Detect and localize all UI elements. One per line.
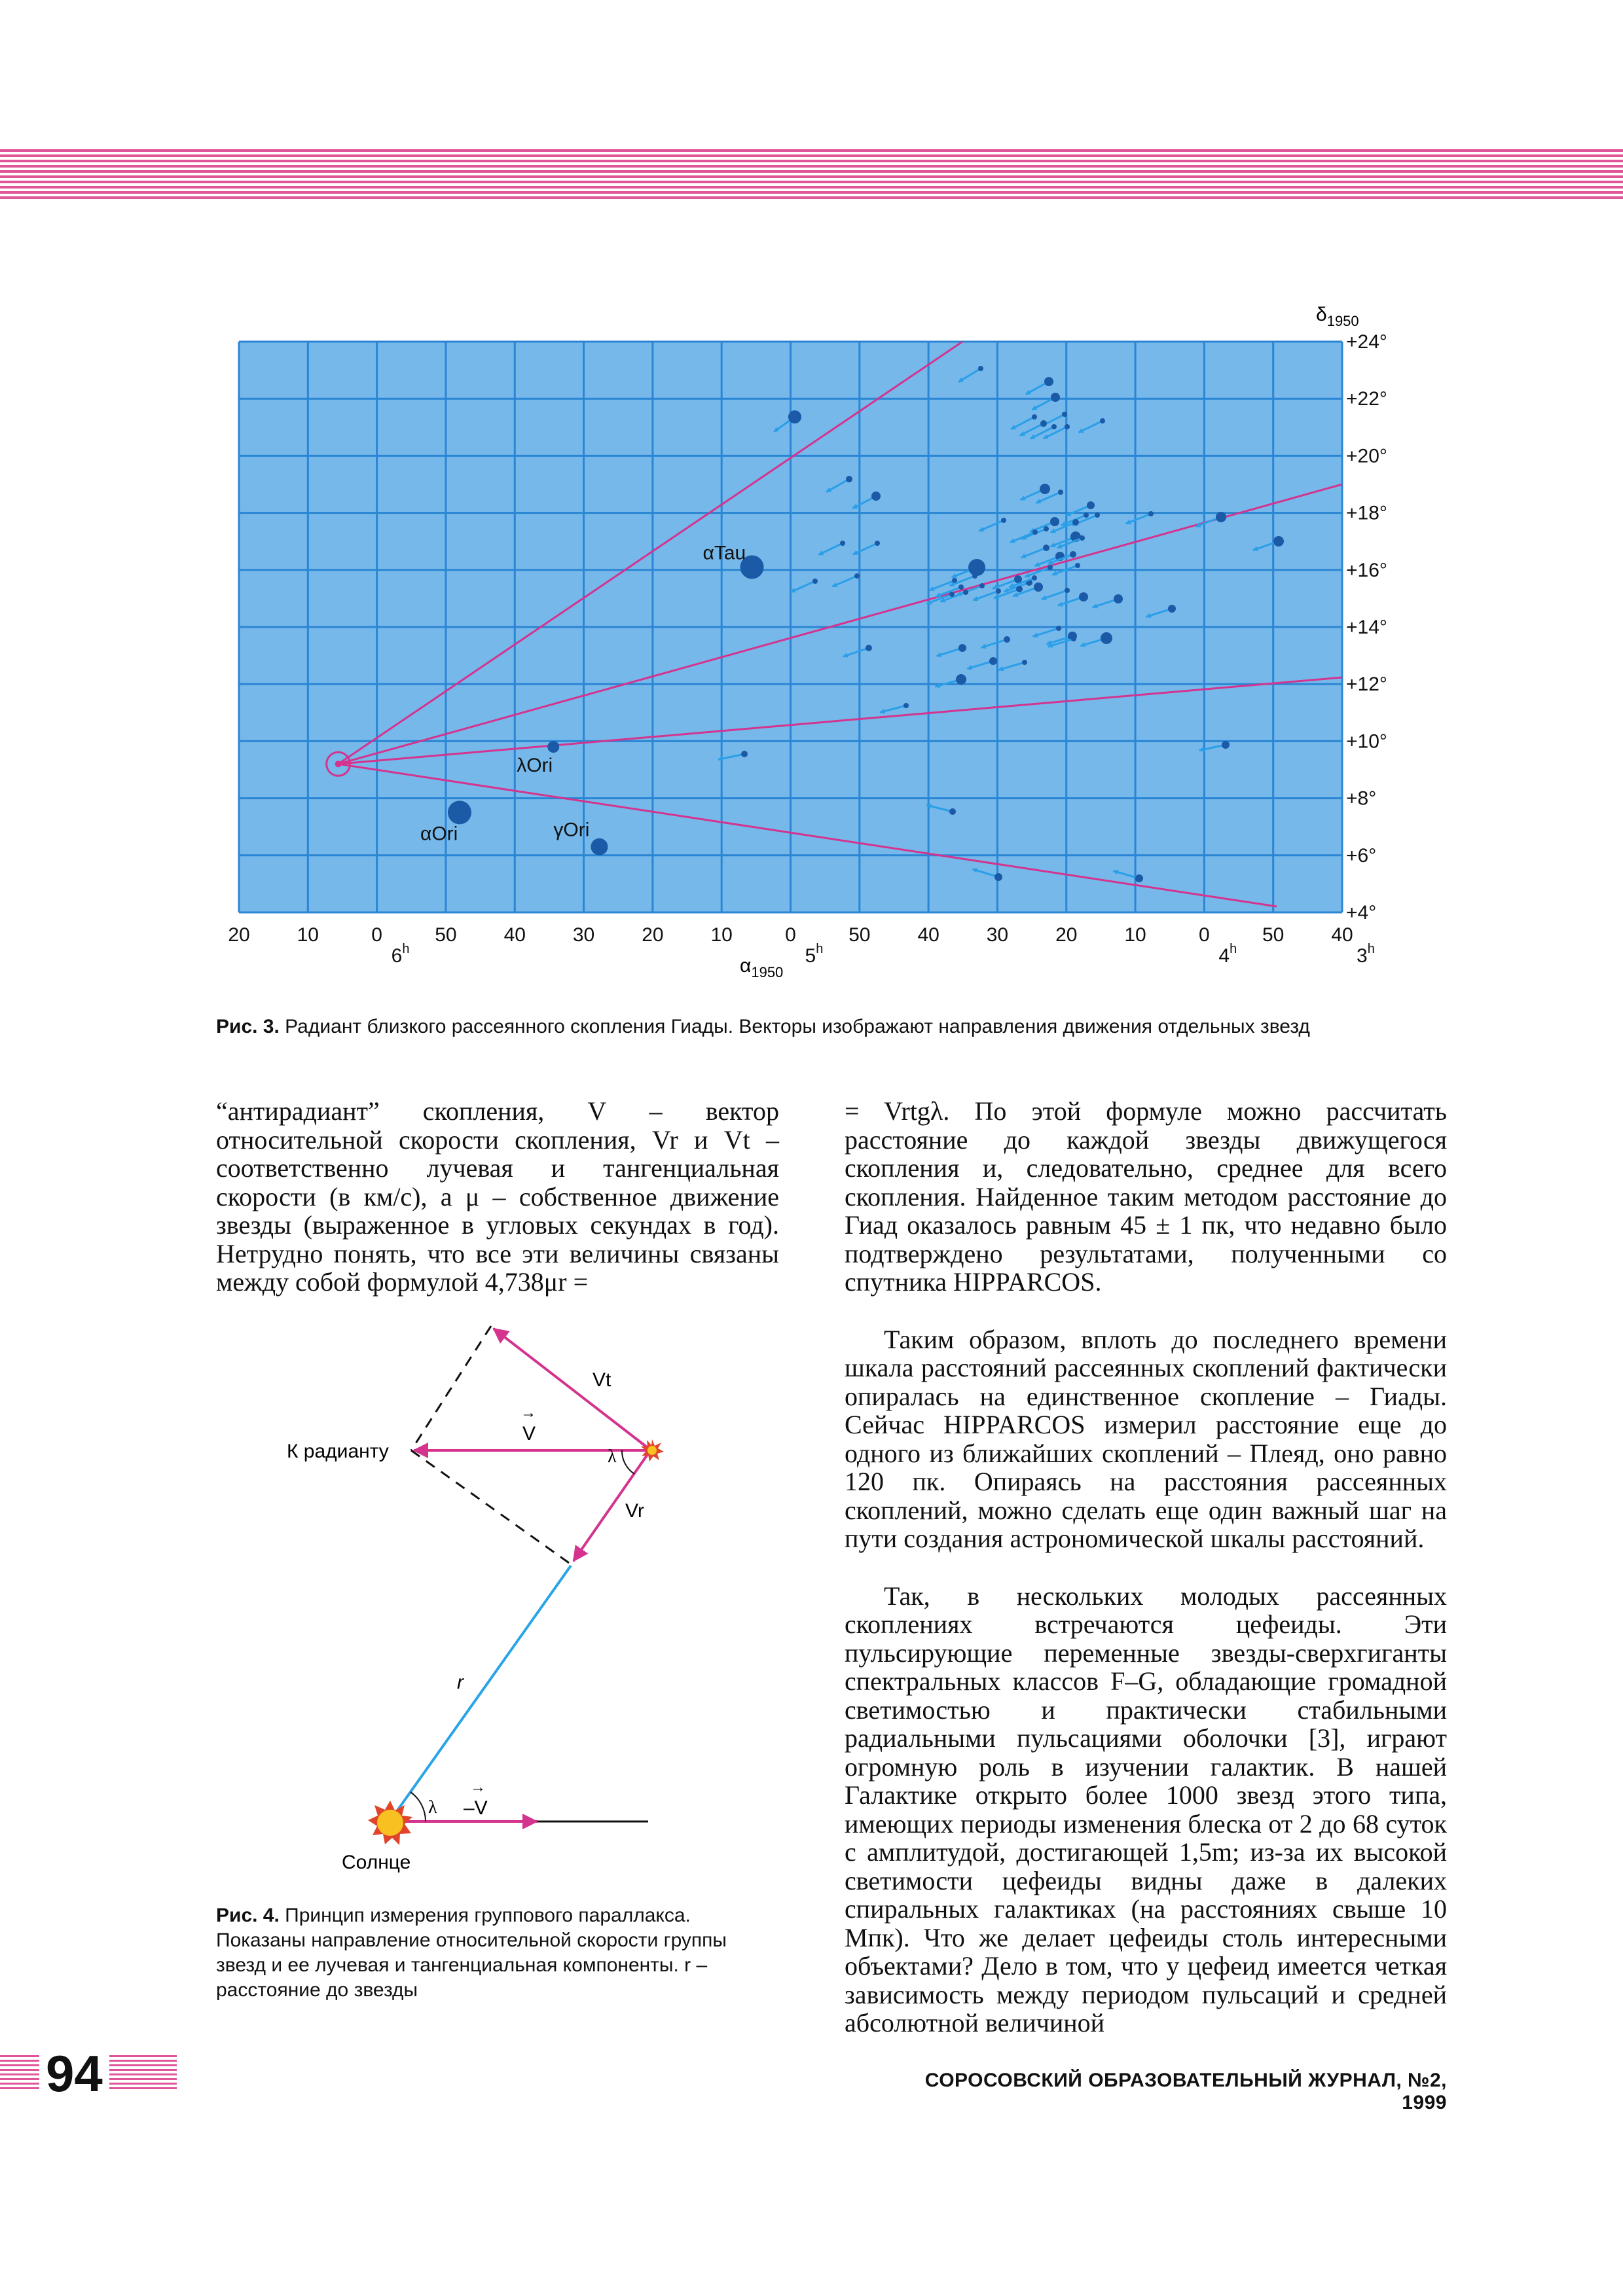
star-dot xyxy=(1048,565,1053,570)
star-dot xyxy=(1101,632,1112,644)
group-parallax-diagram xyxy=(275,1309,733,1885)
y-axis-title: $\delta_{1950}$ xyxy=(1316,304,1359,329)
star-dot xyxy=(788,410,801,423)
star-dot xyxy=(958,644,966,652)
hour-label: 5$^h$ xyxy=(805,942,824,967)
star-dot xyxy=(1051,424,1057,429)
star-dot xyxy=(989,657,997,665)
star-dot xyxy=(1222,741,1230,749)
figure3-caption xyxy=(216,1014,1414,1039)
named-star-label: αTau xyxy=(702,542,746,564)
x-tick-label: 50 xyxy=(848,924,871,946)
x-tick-label: 30 xyxy=(572,924,595,946)
x-tick-label: 30 xyxy=(986,924,1009,946)
star-dot xyxy=(812,579,818,584)
radiant-center xyxy=(335,761,342,767)
star-dot xyxy=(1135,874,1143,882)
x-tick-label: 50 xyxy=(435,924,457,946)
star-dot xyxy=(1034,583,1043,592)
star-dot xyxy=(875,541,880,546)
y-tick-label: +14° xyxy=(1346,617,1387,638)
x-axis-title: $\alpha_{1950}$ xyxy=(740,955,784,980)
arrow-over-v: → xyxy=(520,1404,536,1422)
named-star-label: αOri xyxy=(420,823,458,845)
star-dot xyxy=(1058,490,1063,495)
star-dot xyxy=(1050,517,1059,526)
star-dot xyxy=(949,808,956,815)
star-dot xyxy=(1095,512,1100,518)
label-sun: Солнце xyxy=(342,1852,411,1873)
right-paragraph-3: Так, в нескольких молодых рассеянных скоплениях встречаются цефеиды. Эти пульсирующие переменные звезды-сверхгиганты спектральных классов F–G, обладающие громадной светимостью и практически стабильными радиальными пульсациями оболочки [3], играют огромную роль в изучении галактик. В нашей Галактике открыто более 1000 звезд этого типа, имеющих периоды изменения блеска от 2 до 68 суток с амплитудой, достигающей 1,5m; из-за их высокой светимости цефеиды видны даже в далеких спиральных галактиках (на расстояниях свыше 10 Мпк). Что же делает цефеиды столь интересными объектами? Дело в том, что у цефеид имеется четкая зависимость между периодом пульсаций и средней абсолютной величиной xyxy=(845,1581,1447,2037)
x-tick-label: 40 xyxy=(917,924,939,946)
star-dot xyxy=(978,366,983,371)
label-radiant: К радианту xyxy=(287,1441,389,1462)
arrow-over-minus-v: → xyxy=(470,1778,486,1796)
x-tick-label: 40 xyxy=(503,924,526,946)
star-dot xyxy=(956,674,966,685)
star-dot xyxy=(1065,424,1070,429)
dashed-side-bottom xyxy=(411,1450,571,1564)
star-dot xyxy=(1051,393,1060,402)
hour-label: 4$^h$ xyxy=(1218,942,1237,967)
left-paragraph: “антирадиант” скопления, V – вектор относительной скорости скопления, Vr и Vt – соответственно лучевая и тангенциальная скорости (в км/с), а μ – собственное движение звезды (выраженное в угловых секундах в год). Нетрудно понять, что все эти величины связаны между собой формулой 4,738μr = xyxy=(216,1096,779,1297)
star-dot xyxy=(1032,529,1038,535)
y-tick-label: +18° xyxy=(1346,502,1387,524)
star-dot xyxy=(968,559,985,576)
left-column-text xyxy=(216,1097,779,1297)
star-dot xyxy=(1001,518,1006,523)
star-dot xyxy=(963,590,968,595)
star-dot xyxy=(866,645,872,651)
lambda-arc-sun xyxy=(410,1792,426,1821)
x-tick-label: 20 xyxy=(1055,924,1078,946)
star-dot xyxy=(1032,575,1037,581)
named-star-dot xyxy=(547,741,559,753)
star-dot xyxy=(1044,377,1053,386)
x-tick-label: 20 xyxy=(642,924,664,946)
dashed-side-top xyxy=(411,1326,491,1450)
figure4-caption xyxy=(216,1903,753,2003)
named-star-label: λOri xyxy=(517,755,553,777)
star-dot xyxy=(1065,588,1070,593)
named-star-dot xyxy=(591,838,608,855)
star-dot xyxy=(840,541,845,546)
label-vt: Vt xyxy=(593,1369,611,1391)
star-dot xyxy=(979,583,985,588)
x-tick-label: 0 xyxy=(371,924,382,946)
star-dot xyxy=(1070,551,1076,558)
label-lambda-star: λ xyxy=(608,1446,617,1467)
star-dot xyxy=(1062,412,1067,417)
star-dot xyxy=(1072,519,1079,526)
hour-label: 6$^h$ xyxy=(391,942,410,967)
journal-footer: СОРОСОВСКИЙ ОБРАЗОВАТЕЛЬНЫЙ ЖУРНАЛ, №2, 1999 xyxy=(924,2070,1447,2113)
right-paragraph-2: Таким образом, вплоть до последнего времени шкала расстояний рассеянных скоплений фактически опиралась на единственное скопление – Гиады. Сейчас HIPPARCOS измерил расстояние еще до одного из ближайших скоплений – Плеяд, оно равно 120 пк. Опираясь на расстояния рассеянных скоплений, можно сделать еще один важный шаг на пути создания астрономической шкалы расстояний. xyxy=(845,1324,1447,1553)
star-dot xyxy=(871,492,881,501)
star-dot xyxy=(1040,484,1050,494)
right-paragraph-1: = Vrtgλ. По этой формуле можно рассчитать расстояние до каждой звезды движущегося скопления и, следовательно, среднее для всего скопления. Найденное таким методом расстояние до Гиад оказалось равным 45 ± 1 пк, что недавно было подтверждено результатами, полученными со спутника HIPPARCOS. xyxy=(845,1096,1447,1297)
star-dot xyxy=(1114,594,1123,603)
star-dot xyxy=(1043,545,1049,551)
x-tick-label: 0 xyxy=(1199,924,1210,946)
x-tick-label: 10 xyxy=(297,924,319,946)
right-column-text xyxy=(845,1097,1447,2037)
named-star-dot xyxy=(448,800,471,824)
star-dot xyxy=(1032,414,1037,420)
star-dot xyxy=(1273,536,1284,547)
star-dot xyxy=(1100,418,1105,423)
x-tick-label: 10 xyxy=(710,924,733,946)
star-dot xyxy=(1044,526,1049,531)
lambda-arc-star xyxy=(622,1450,634,1474)
star-dot xyxy=(1022,660,1027,665)
label-r: r xyxy=(457,1672,464,1693)
label-lambda-sun: λ xyxy=(428,1797,437,1818)
star-dot xyxy=(996,588,1001,594)
star-dot xyxy=(846,476,852,482)
star-dot xyxy=(1056,626,1061,631)
y-tick-label: +12° xyxy=(1346,673,1387,696)
star-dot xyxy=(1168,605,1176,613)
star-dot xyxy=(972,573,977,579)
star-dot xyxy=(1071,636,1076,641)
star-dot xyxy=(1084,512,1089,518)
star-dot xyxy=(1216,512,1226,522)
y-tick-label: +4° xyxy=(1346,902,1377,924)
named-star-label: γOri xyxy=(553,819,590,841)
star-dot xyxy=(958,584,964,590)
label-minus-v: –V xyxy=(464,1797,488,1819)
star-dot xyxy=(949,592,955,597)
star-dot xyxy=(1040,420,1047,427)
label-v: V xyxy=(522,1423,536,1444)
star-dot xyxy=(903,703,909,708)
x-tick-label: 0 xyxy=(785,924,796,946)
figure4-caption-label: Рис. 4. xyxy=(216,1905,280,1926)
y-tick-label: +6° xyxy=(1346,844,1377,867)
vt-vector xyxy=(494,1329,649,1449)
y-tick-label: +8° xyxy=(1346,787,1377,810)
star-dot xyxy=(741,751,748,757)
figure3-caption-label: Рис. 3. xyxy=(216,1016,280,1037)
star-dot xyxy=(1080,535,1085,541)
sun-icon xyxy=(368,1801,412,1845)
star-dot xyxy=(1087,501,1095,509)
hyades-radiant-chart xyxy=(0,0,1623,1021)
label-vr: Vr xyxy=(625,1500,644,1522)
figure4-caption-text: Принцип измерения группового параллакса. Показаны направление относительной скорости группы звезд и ее лучевая и тангенциальная компоненты. r – расстояние до звезды xyxy=(216,1905,727,2001)
star-dot xyxy=(854,573,860,579)
x-tick-label: 50 xyxy=(1262,924,1285,946)
page-number: 94 xyxy=(39,2047,109,2100)
hour-label: 3$^h$ xyxy=(1357,942,1375,967)
x-tick-label: 10 xyxy=(1124,924,1146,946)
x-tick-label: 20 xyxy=(228,924,250,946)
star-dot xyxy=(994,873,1002,881)
star-dot xyxy=(1004,636,1010,643)
star-dot xyxy=(1075,563,1080,568)
y-tick-label: +22° xyxy=(1346,388,1387,410)
star-dot xyxy=(1016,586,1023,592)
y-tick-label: +16° xyxy=(1346,559,1387,581)
figure3-caption-text: Радиант близкого рассеянного скопления Гиады. Векторы изображают направления движения отдельных звезд xyxy=(285,1016,1310,1037)
y-tick-label: +20° xyxy=(1346,445,1387,467)
y-tick-label: +10° xyxy=(1346,730,1387,753)
x-tick-label: 40 xyxy=(1331,924,1353,946)
y-tick-label: +24° xyxy=(1346,331,1387,353)
star-dot xyxy=(1148,511,1154,516)
star-dot xyxy=(1079,592,1088,601)
